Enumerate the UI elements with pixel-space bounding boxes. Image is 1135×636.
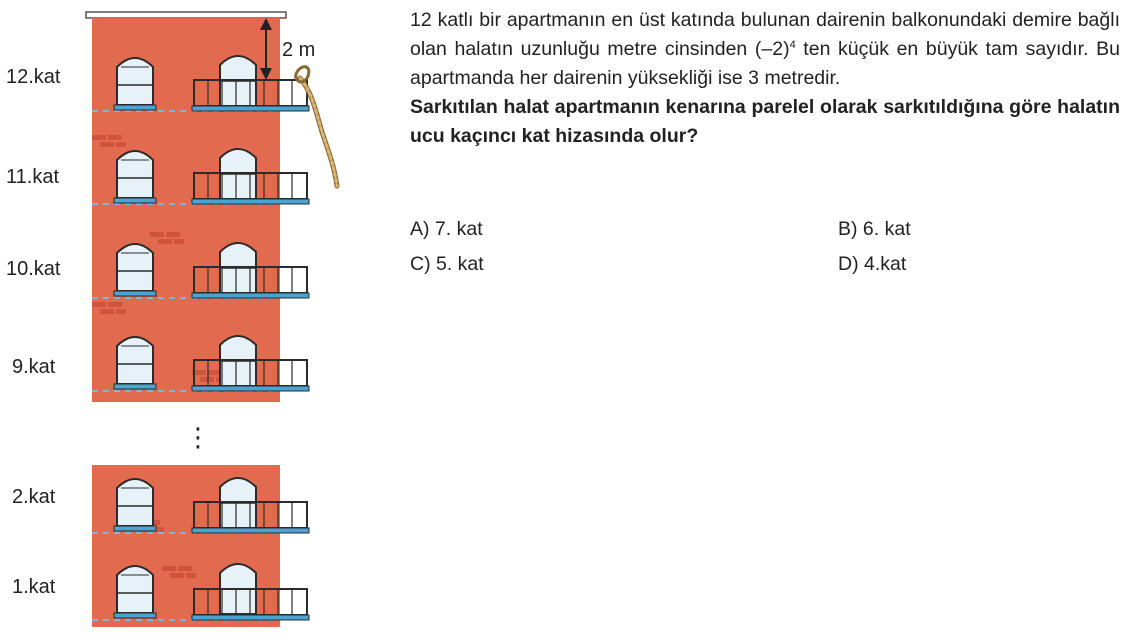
floor-label-2: 2.kat	[12, 486, 56, 508]
floor-label-11: 11.kat	[6, 166, 59, 188]
question-paragraph-2: Sarkıtılan halat apartmanın kenarına parelel olarak sarkıtıldığına göre halatın ucu kaçıncı kat hizasında olur?	[410, 96, 1120, 147]
question-text	[410, 6, 1120, 151]
roof	[86, 12, 286, 18]
floor-label-12: 12.kat	[6, 66, 61, 88]
dimension-label: 2 m	[282, 39, 316, 61]
option-d[interactable]: D) 4.kat	[838, 253, 907, 275]
floor-label-9: 9.kat	[12, 356, 56, 378]
ellipsis-icon: ⋮	[185, 423, 211, 453]
rope	[296, 67, 337, 186]
question-paragraph-1: 12 katlı bir apartmanın en üst katında bulunan dairenin balkonundaki demire bağlı olan halatın uzunluğu metre cinsinden $(-2)^4$ ten küçük en büyük tam sayıdır. Bu apartmanda her dairenin yüksekliği ise 3 metredir.	[410, 9, 1120, 89]
option-b[interactable]: B) 6. kat	[838, 218, 911, 240]
exponent: 4	[789, 39, 796, 51]
option-c[interactable]: C) 5. kat	[410, 253, 484, 275]
floor-label-10: 10.kat	[6, 258, 61, 280]
floor-label-1: 1.kat	[12, 576, 56, 598]
option-a[interactable]: A) 7. kat	[410, 218, 483, 240]
apartment-illustration	[0, 0, 400, 636]
